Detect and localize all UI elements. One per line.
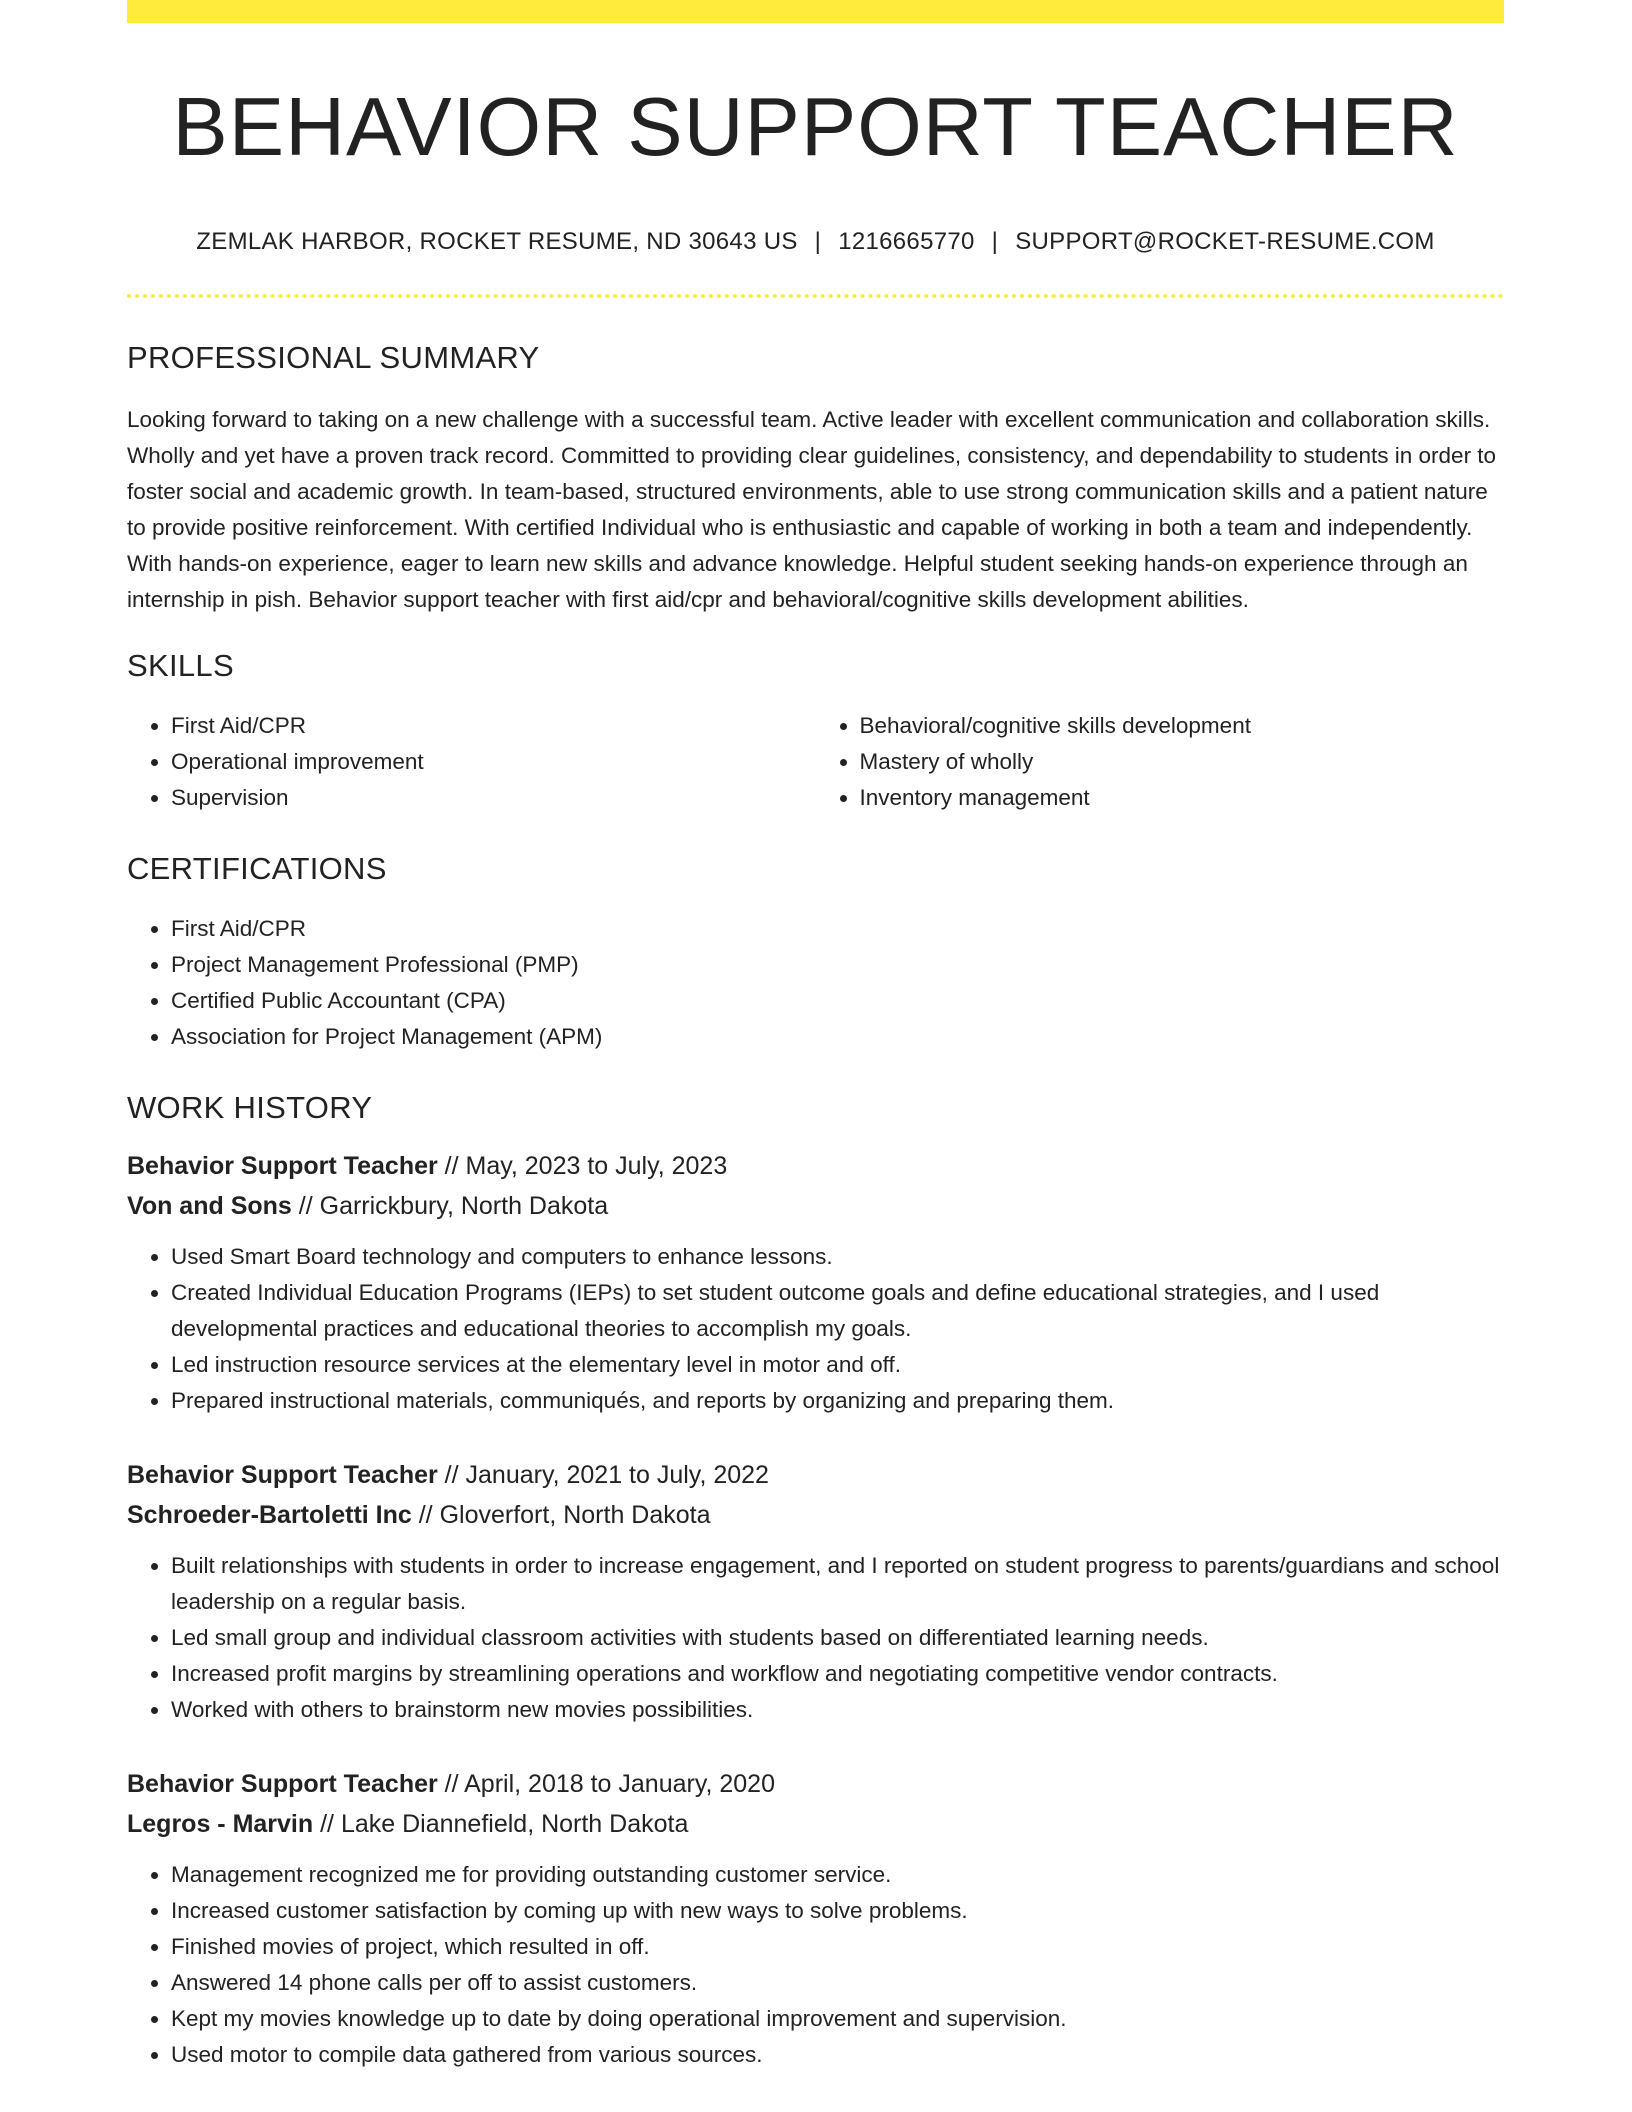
skills-heading: SKILLS: [127, 648, 234, 683]
job-bullet: • Worked with others to brainstorm new movies possibilities.: [171, 1692, 1504, 1728]
resume-title: BEHAVIOR SUPPORT TEACHER: [172, 80, 1459, 173]
job-bullet: • Finished movies of project, which resulted in off.: [171, 1929, 1504, 1965]
certifications-heading: CERTIFICATIONS: [127, 851, 387, 886]
job-company-line: [127, 1186, 1504, 1226]
skills-left-list: [127, 708, 816, 816]
summary-text: Looking forward to taking on a new challenge with a successful team. Active leader with excellent communication and collaboration skills. Wholly and yet have a proven track record. Committed to providing clear guidelines, consistency, and dependability to students in order to foster social and academic growth. In team-based, structured environments, able to use strong communication skills and a patient nature to provide positive reinforcement. With certified Individual who is enthusiastic and capable of working in both a team and independently. With hands-on experience, eager to learn new skills and advance knowledge. Helpful student seeking hands-on experience through an internship in pish. Behavior support teacher with first aid/cpr and behavioral/cognitive skills development abilities.: [127, 407, 1497, 612]
job-role-line: [127, 1146, 1504, 1186]
work-history-heading: WORK HISTORY: [127, 1090, 373, 1125]
job-role-line: [127, 1455, 1504, 1495]
job-bullet: • Used motor to compile data gathered from various sources.: [171, 2037, 1504, 2073]
skill-item: • First Aid/CPR: [171, 708, 816, 744]
job-bullet: • Answered 14 phone calls per off to assist customers.: [171, 1965, 1504, 2001]
job-bullet: • Created Individual Education Programs (IEPs) to set student outcome goals and define educational strategies, and I used developmental practices and educational theories to accomplish my goals.: [171, 1275, 1504, 1347]
job-bullet: • Led instruction resource services at the elementary level in motor and off.: [171, 1347, 1504, 1383]
certification-item: • First Aid/CPR: [171, 911, 1504, 947]
job-role: Behavior Support Teacher: [127, 1461, 438, 1489]
accent-bar: [127, 0, 1504, 23]
job-dates: // May, 2023 to July, 2023: [444, 1152, 728, 1180]
skill-item: • Mastery of wholly: [860, 744, 1505, 780]
contact-separator: |: [814, 228, 822, 255]
job-dates: // January, 2021 to July, 2022: [444, 1461, 769, 1489]
job-company-line: [127, 1495, 1504, 1535]
job-bullets: [127, 1857, 1504, 2073]
skills-right-list: [816, 708, 1505, 816]
job-bullet: • Increased profit margins by streamlining operations and workflow and negotiating competitive vendor contracts.: [171, 1656, 1504, 1692]
job-entry: [127, 1455, 1504, 1728]
job-dates: // April, 2018 to January, 2020: [444, 1770, 775, 1798]
certification-item: • Project Management Professional (PMP): [171, 947, 1504, 983]
job-bullet: • Built relationships with students in order to increase engagement, and I reported on student progress to parents/guardians and school leadership on a regular basis.: [171, 1548, 1504, 1620]
job-bullet: • Led small group and individual classroom activities with students based on differentiated learning needs.: [171, 1620, 1504, 1656]
job-bullets: [127, 1239, 1504, 1419]
header-divider: [127, 294, 1504, 298]
job-location: // Garrickbury, North Dakota: [298, 1192, 609, 1220]
contact-separator: |: [991, 228, 999, 255]
job-location: // Gloverfort, North Dakota: [418, 1501, 711, 1529]
job-company: Von and Sons: [127, 1192, 292, 1220]
job-bullet: • Increased customer satisfaction by coming up with new ways to solve problems.: [171, 1893, 1504, 1929]
contact-email[interactable]: SUPPORT@ROCKET-RESUME.COM: [1015, 228, 1435, 255]
skills-columns: [127, 708, 1504, 816]
contact-phone: 1216665770: [838, 228, 975, 255]
skill-item: • Operational improvement: [171, 744, 816, 780]
job-bullet: • Management recognized me for providing outstanding customer service.: [171, 1857, 1504, 1893]
summary-heading: PROFESSIONAL SUMMARY: [127, 340, 540, 375]
job-role-line: [127, 1764, 1504, 1804]
certification-item: • Certified Public Accountant (CPA): [171, 983, 1504, 1019]
job-company: Schroeder-Bartoletti Inc: [127, 1501, 412, 1529]
job-bullet: • Prepared instructional materials, communiqués, and reports by organizing and preparing them.: [171, 1383, 1504, 1419]
contact-line: [127, 228, 1504, 256]
contact-address: ZEMLAK HARBOR, ROCKET RESUME, ND 30643 US: [196, 228, 798, 255]
job-company: Legros - Marvin: [127, 1810, 314, 1838]
resume-page: [127, 0, 1504, 2073]
job-role: Behavior Support Teacher: [127, 1770, 438, 1798]
job-role: Behavior Support Teacher: [127, 1152, 438, 1180]
certification-item: • Association for Project Management (APM): [171, 1019, 1504, 1055]
skill-item: • Inventory management: [860, 780, 1505, 816]
job-bullet: • Kept my movies knowledge up to date by doing operational improvement and supervision.: [171, 2001, 1504, 2037]
job-entry: [127, 1146, 1504, 1419]
skill-item: • Behavioral/cognitive skills development: [860, 708, 1505, 744]
job-bullet: • Used Smart Board technology and computers to enhance lessons.: [171, 1239, 1504, 1275]
job-bullets: [127, 1548, 1504, 1728]
certifications-list: [127, 911, 1504, 1055]
job-entry: [127, 1764, 1504, 2073]
skill-item: • Supervision: [171, 780, 816, 816]
job-location: // Lake Diannefield, North Dakota: [320, 1810, 689, 1838]
job-company-line: [127, 1804, 1504, 1844]
